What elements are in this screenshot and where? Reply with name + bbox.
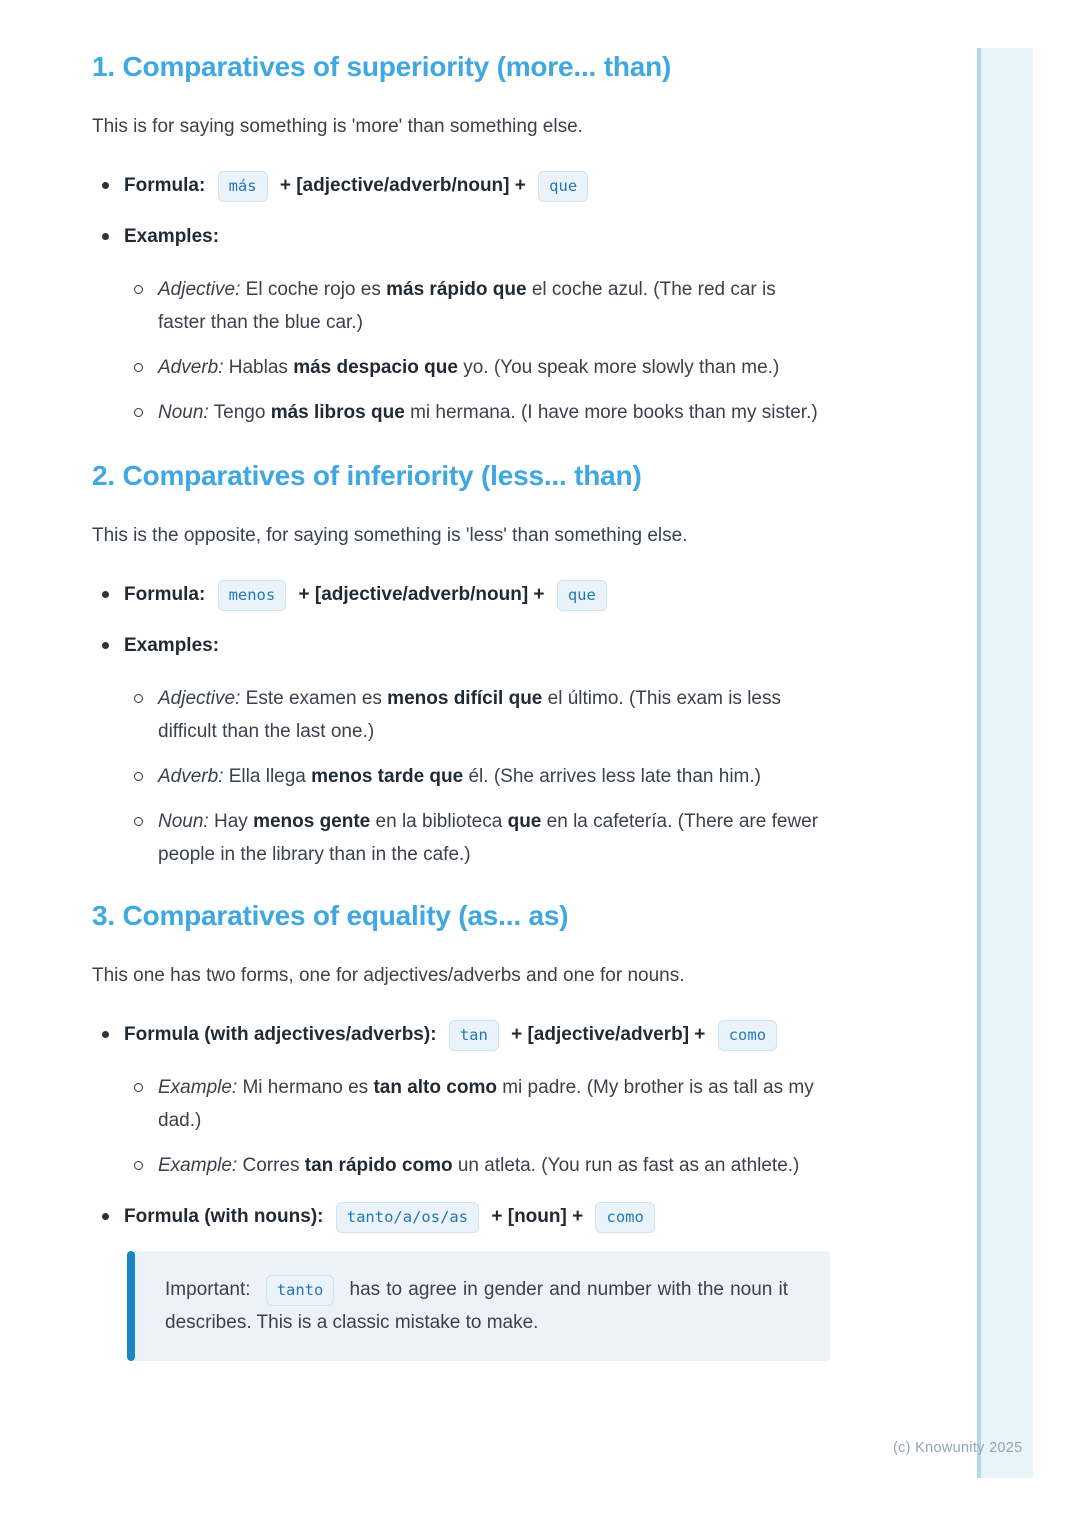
section-2-list xyxy=(92,578,834,871)
example-label: Noun: xyxy=(158,402,209,423)
code-chip-que: que xyxy=(557,580,607,611)
section-1-list xyxy=(92,169,834,429)
page-right-margin-strip xyxy=(977,48,1033,1478)
example-text: el último. (This exam is less difficult than the last one.) xyxy=(158,688,781,742)
example-label: Adverb: xyxy=(158,766,224,787)
example-text: Este examen es xyxy=(240,688,388,709)
example-text: Hay xyxy=(208,811,254,832)
example-noun xyxy=(125,805,825,871)
bold-phrase: menos tarde que xyxy=(311,766,464,787)
section-3-list xyxy=(92,1018,834,1233)
formula-middle: + [adjective/adverb] + xyxy=(511,1024,706,1045)
code-chip-como: como xyxy=(595,1202,654,1233)
formula-item xyxy=(92,578,834,611)
example-text: mi padre. (My brother is as tall as my dad.) xyxy=(158,1077,814,1131)
code-chip-como: como xyxy=(718,1020,777,1051)
example-text: en la cafetería. (There are fewer people in the library than in the cafe.) xyxy=(158,811,819,865)
example-text: yo. (You speak more slowly than me.) xyxy=(457,357,780,378)
formula-middle: + [adjective/adverb/noun] + xyxy=(298,584,545,605)
bold-phrase: tan alto como xyxy=(373,1077,497,1098)
formula-middle: + [noun] + xyxy=(491,1206,584,1227)
example-text: Hablas xyxy=(223,357,294,378)
section-1-intro: This is for saying something is 'more' than something else. xyxy=(92,116,583,137)
example-text: mi hermana. (I have more books than my sister.) xyxy=(404,402,818,423)
example-label: Example: xyxy=(158,1155,238,1176)
formula-middle: + [adjective/adverb/noun] + xyxy=(279,175,526,196)
bold-phrase: que xyxy=(507,811,542,832)
example-label: Noun: xyxy=(158,811,209,832)
callout-text: has to agree in gender and number with the noun it describes. This is a classic mistake to make. xyxy=(165,1279,788,1333)
formula-item xyxy=(92,169,834,202)
code-chip-tanto-forms: tanto/a/os/as xyxy=(336,1202,479,1233)
example-text: en la biblioteca xyxy=(370,811,508,832)
section-3-heading: 3. Comparatives of equality (as... as) xyxy=(92,900,569,931)
example-adjective xyxy=(125,273,825,339)
code-chip-menos: menos xyxy=(218,580,287,611)
example-text: Tengo xyxy=(208,402,271,423)
formula-label: Formula: xyxy=(124,175,206,196)
formula-label: Formula: xyxy=(124,584,206,605)
section-1-examples xyxy=(125,273,834,429)
section-2-intro: This is the opposite, for saying something is 'less' than something else. xyxy=(92,525,688,546)
examples-label: Examples: xyxy=(124,635,220,656)
example-text: él. (She arrives less late than him.) xyxy=(463,766,761,787)
section-2-heading: 2. Comparatives of inferiority (less... than) xyxy=(92,460,642,491)
copyright-watermark: (c) Knowunity 2025 xyxy=(893,1440,1023,1456)
examples-label: Examples: xyxy=(124,226,220,247)
formula-nouns-item xyxy=(92,1200,834,1233)
formula-label: Formula (with adjectives/adverbs): xyxy=(124,1024,437,1045)
example-text: Ella llega xyxy=(223,766,312,787)
formula-label: Formula (with nouns): xyxy=(124,1206,324,1227)
bold-phrase: menos difícil que xyxy=(387,688,543,709)
example-text: el coche azul. (The red car is faster than the blue car.) xyxy=(158,279,776,333)
example-label: Adjective: xyxy=(158,688,241,709)
example-text: El coche rojo es xyxy=(240,279,387,300)
example-text: Corres xyxy=(237,1155,305,1176)
bold-phrase: más libros que xyxy=(270,402,405,423)
code-chip-tanto: tanto xyxy=(266,1275,335,1306)
example-equality-2 xyxy=(125,1149,825,1182)
code-chip-mas: más xyxy=(218,171,268,202)
callout-label: Important: xyxy=(165,1279,251,1300)
section-3-examples xyxy=(125,1071,834,1182)
example-text: un atleta. (You run as fast as an athlete.) xyxy=(452,1155,800,1176)
examples-item xyxy=(92,220,834,429)
example-label: Adverb: xyxy=(158,357,224,378)
document-body xyxy=(92,50,834,1389)
section-inferiority xyxy=(92,459,834,871)
example-text: Mi hermano es xyxy=(237,1077,374,1098)
bold-phrase: más rápido que xyxy=(386,279,527,300)
section-3-intro: This one has two forms, one for adjectives/adverbs and one for nouns. xyxy=(92,965,685,986)
bold-phrase: tan rápido como xyxy=(304,1155,453,1176)
section-1-heading: 1. Comparatives of superiority (more... than) xyxy=(92,51,672,82)
section-2-examples xyxy=(125,682,834,871)
example-label: Example: xyxy=(158,1077,238,1098)
important-callout xyxy=(127,1251,830,1361)
section-superiority xyxy=(92,50,834,429)
example-equality-1 xyxy=(125,1071,825,1137)
example-label: Adjective: xyxy=(158,279,241,300)
example-adjective xyxy=(125,682,825,748)
bold-phrase: menos gente xyxy=(253,811,371,832)
code-chip-tan: tan xyxy=(449,1020,499,1051)
example-adverb xyxy=(125,351,825,384)
bold-phrase: más despacio que xyxy=(293,357,458,378)
section-equality xyxy=(92,899,834,1361)
example-adverb xyxy=(125,760,825,793)
examples-item xyxy=(92,629,834,871)
formula-adjectives-item xyxy=(92,1018,834,1182)
example-noun xyxy=(125,396,825,429)
code-chip-que: que xyxy=(538,171,588,202)
